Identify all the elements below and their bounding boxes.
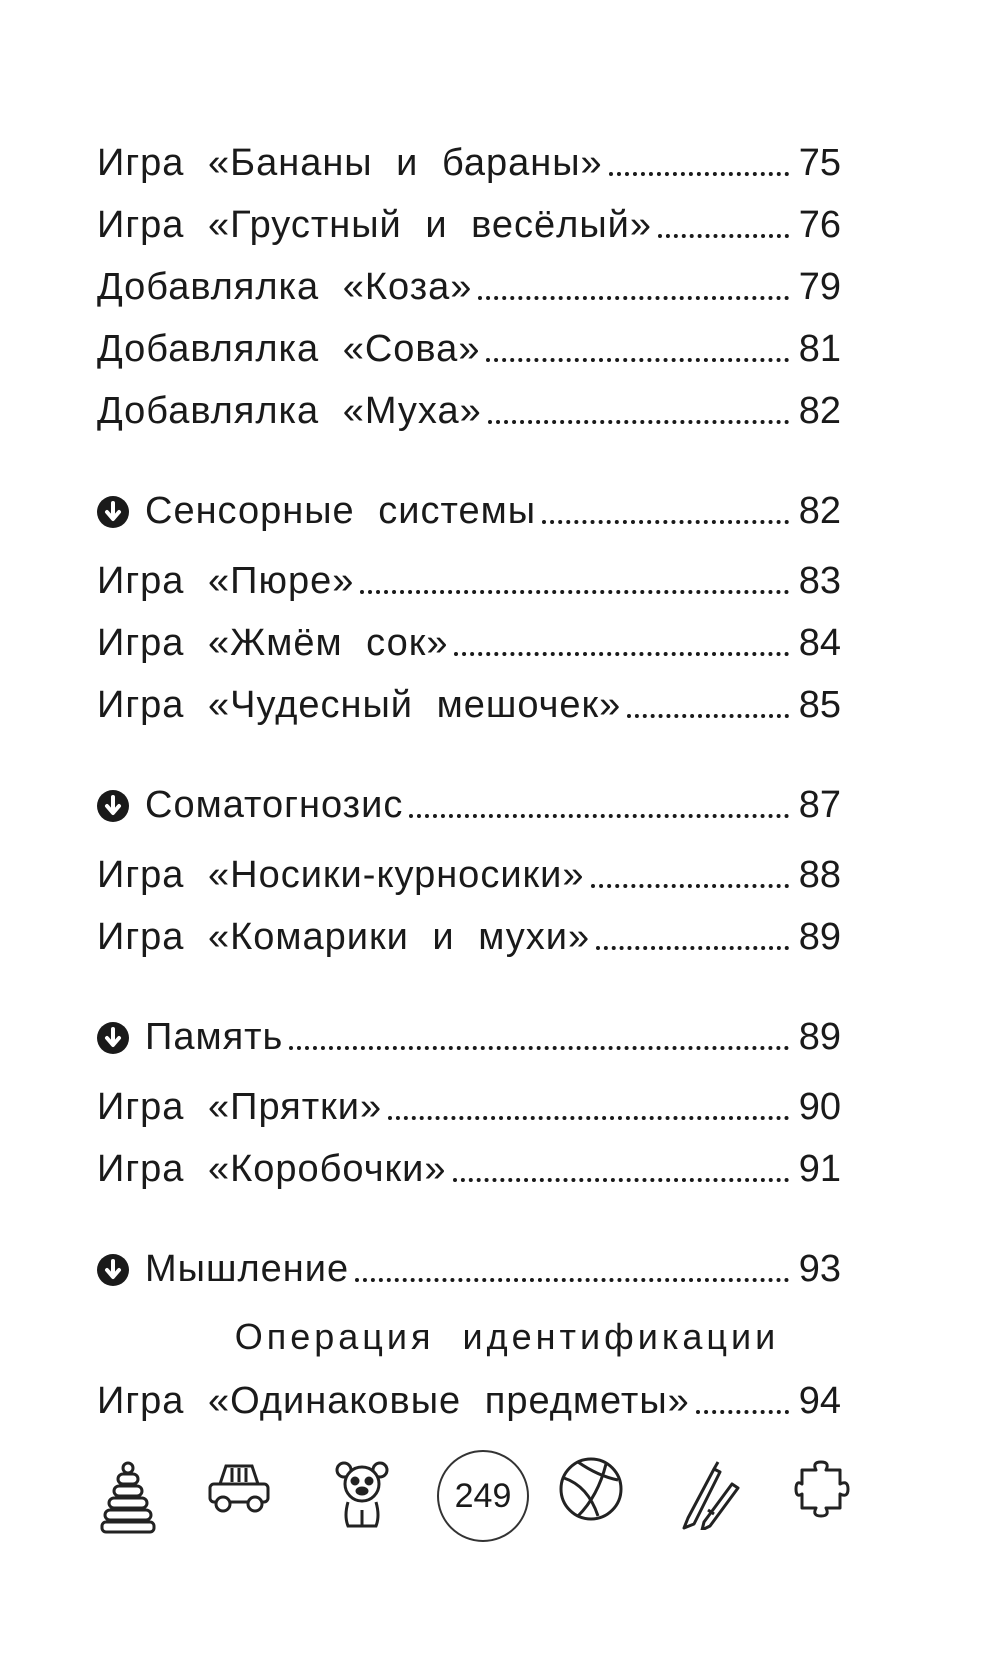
toc-entry-page: 76 [798, 204, 841, 246]
toc-entry-label: Добавлялка «Коза» [97, 266, 473, 308]
toc-entry-page: 83 [798, 560, 841, 602]
dot-leader [453, 1178, 789, 1182]
toc-entry-page: 93 [798, 1248, 841, 1290]
dot-leader [696, 1410, 789, 1414]
toc-entry-page: 90 [798, 1086, 841, 1128]
toc-subheading: Операция идентификации [234, 1316, 780, 1357]
toc-section-entry[interactable] [97, 478, 841, 530]
toc-section-label: Сенсорные системы [145, 490, 537, 532]
toc-entry-label: Игра «Бананы и бараны» [97, 142, 603, 184]
toc-entry-page: 81 [798, 328, 841, 370]
page-number: 249 [437, 1450, 529, 1542]
toc-entry-page: 87 [798, 784, 841, 826]
arrow-down-circle-icon [97, 496, 129, 528]
toc-entry-page: 75 [798, 142, 841, 184]
dot-leader [591, 884, 789, 888]
toc-entry-page: 84 [798, 622, 841, 664]
toc-entry-page: 85 [798, 684, 841, 726]
dot-leader [609, 172, 789, 176]
toc-entry-page: 89 [798, 1016, 841, 1058]
toc-entry[interactable] [97, 842, 841, 894]
dot-leader [488, 420, 789, 424]
toc-entry[interactable] [97, 904, 841, 956]
arrow-down-circle-icon [97, 790, 129, 822]
toc-entry[interactable] [97, 254, 841, 306]
toc-entry-label: Игра «Носики-курносики» [97, 854, 585, 896]
stacking-rings-icon [100, 1460, 156, 1536]
toc-entry-label: Игра «Коробочки» [97, 1148, 447, 1190]
toc-entry-label: Игра «Чудесный мешочек» [97, 684, 622, 726]
toc-entry[interactable] [97, 1368, 841, 1420]
dot-leader [360, 590, 788, 594]
toc-entry-label: Игра «Прятки» [97, 1086, 383, 1128]
toc-section-entry[interactable] [97, 1236, 841, 1288]
toc-entry[interactable] [97, 1074, 841, 1126]
toc-entry[interactable] [97, 378, 841, 430]
toc-entry-label: Игра «Комарики и мухи» [97, 916, 591, 958]
dot-leader [542, 520, 789, 524]
arrow-down-circle-icon [97, 1022, 129, 1054]
toc-entry-label: Игра «Пюре» [97, 560, 355, 602]
dot-leader [454, 652, 788, 656]
teddy-bear-icon [334, 1460, 390, 1530]
toc-entry-label: Игра «Жмём сок» [97, 622, 449, 664]
toc-entry[interactable] [97, 548, 841, 600]
toc-section-entry[interactable] [97, 1004, 841, 1056]
toc-entry-label: Игра «Одинаковые предметы» [97, 1380, 690, 1422]
dot-leader [409, 814, 788, 818]
puzzle-piece-icon [794, 1460, 854, 1524]
toc-section-label: Память [145, 1016, 284, 1058]
toc-entry-page: 88 [798, 854, 841, 896]
car-icon [206, 1460, 272, 1520]
toc-entry-page: 94 [798, 1380, 841, 1422]
toc-entry[interactable] [97, 316, 841, 368]
toc-entry[interactable] [97, 610, 841, 662]
dot-leader [596, 946, 789, 950]
dot-leader [388, 1116, 789, 1120]
toc-entry[interactable] [97, 192, 841, 244]
toc-entry-page: 82 [798, 490, 841, 532]
ball-icon [558, 1456, 624, 1522]
toc-entry-page: 89 [798, 916, 841, 958]
dot-leader [627, 714, 788, 718]
toc-entry-label: Добавлялка «Сова» [97, 328, 481, 370]
page-footer [0, 1440, 1000, 1560]
toc-entry-label: Игра «Грустный и весёлый» [97, 204, 652, 246]
toc-section-label: Мышление [145, 1248, 350, 1290]
arrow-down-circle-icon [97, 1254, 129, 1286]
pencils-icon [680, 1460, 742, 1530]
toc-entry-page: 82 [798, 390, 841, 432]
toc-entry[interactable] [97, 130, 841, 182]
dot-leader [289, 1046, 788, 1050]
toc-entry-page: 79 [798, 266, 841, 308]
dot-leader [478, 296, 788, 300]
dot-leader [658, 234, 789, 238]
toc-entry[interactable] [97, 1136, 841, 1188]
toc-entry-page: 91 [798, 1148, 841, 1190]
toc-section-entry[interactable] [97, 772, 841, 824]
toc-section-label: Соматогнозис [145, 784, 404, 826]
toc-entry-label: Добавлялка «Муха» [97, 390, 482, 432]
dot-leader [486, 358, 788, 362]
toc-entry[interactable] [97, 672, 841, 724]
dot-leader [355, 1278, 789, 1282]
